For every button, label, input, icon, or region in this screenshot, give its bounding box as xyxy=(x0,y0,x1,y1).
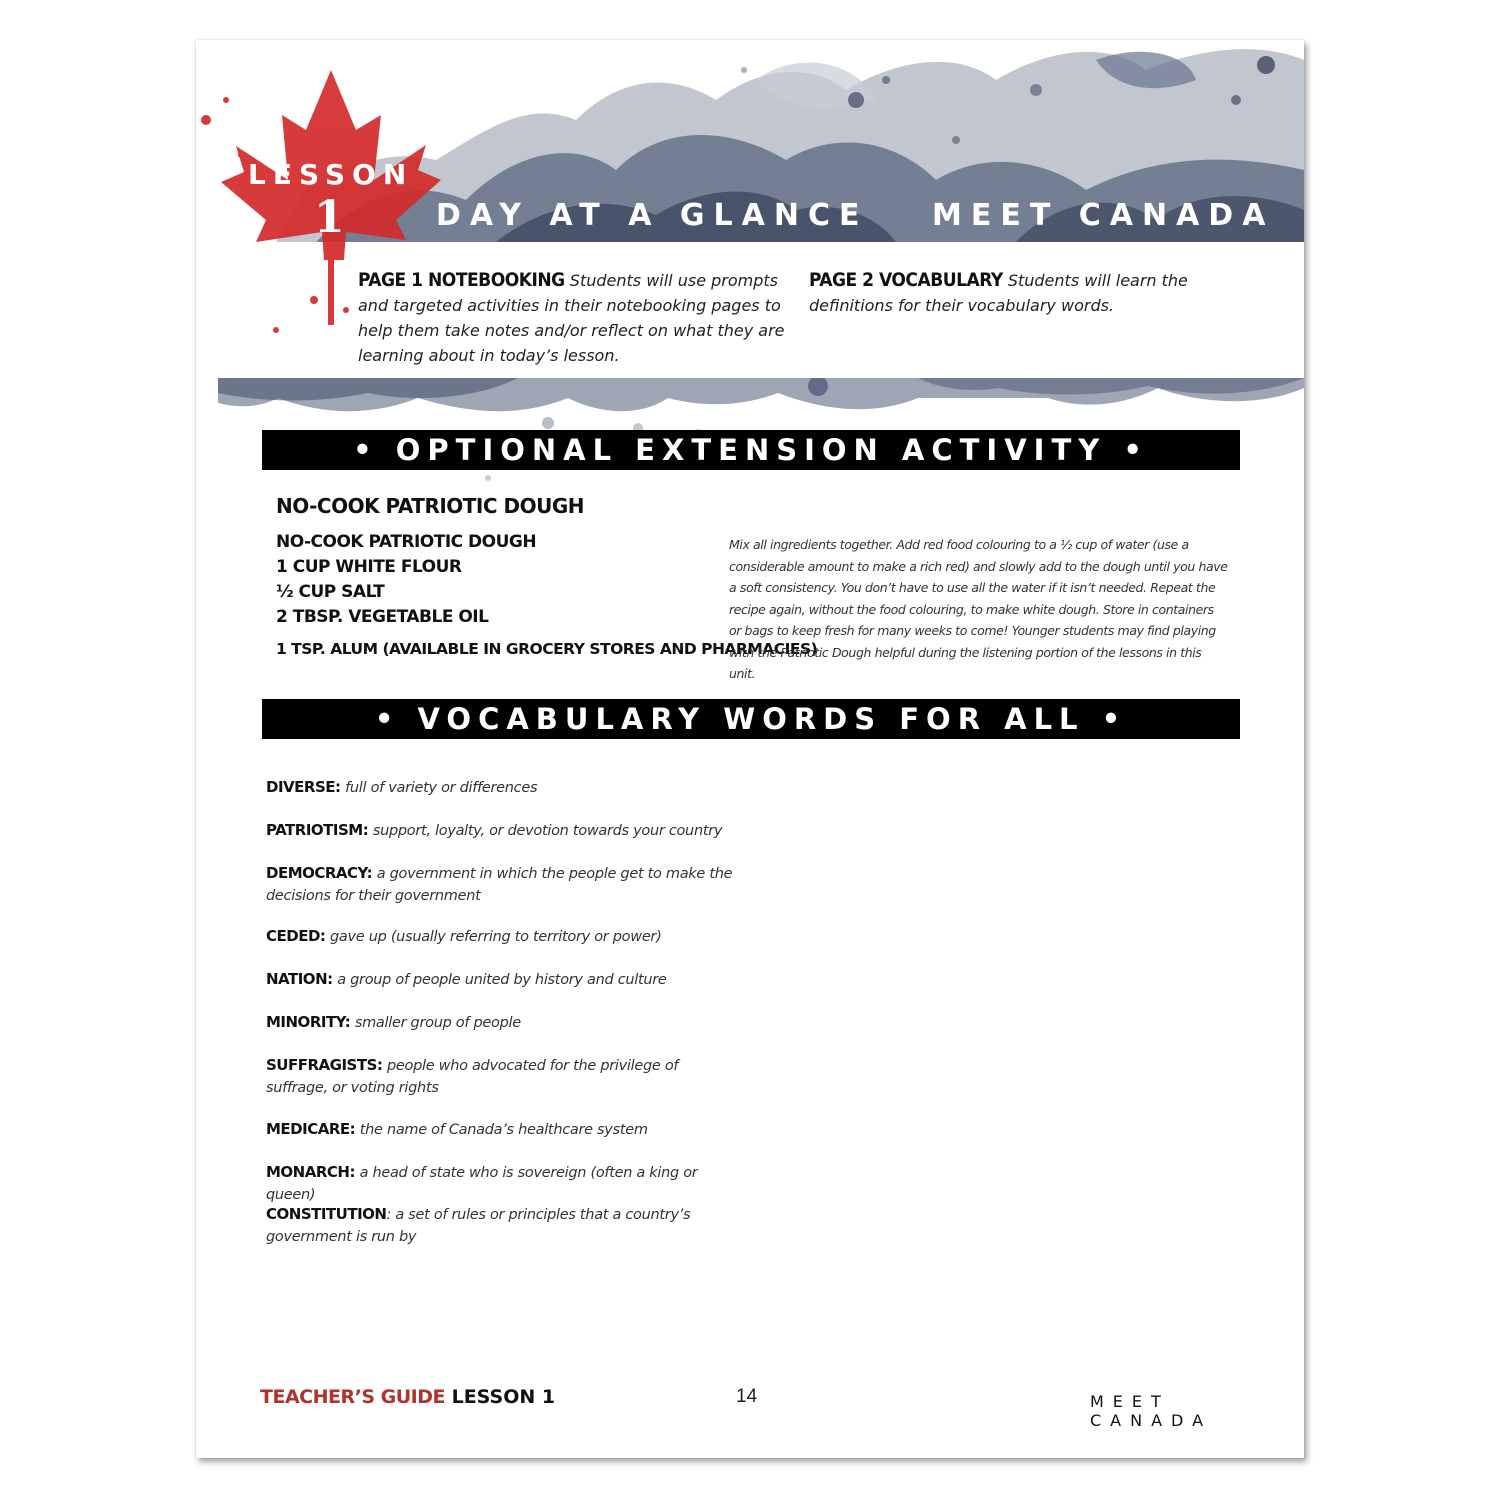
page-title: DAY AT A GLANCE xyxy=(436,198,869,233)
footer-lesson-label: LESSON 1 xyxy=(451,1386,556,1408)
vocab-term: MONARCH: xyxy=(266,1163,355,1181)
document-page xyxy=(196,40,1304,1458)
ingredient-item: 2 TBSP. VEGETABLE OIL xyxy=(276,607,489,627)
vocab-term: DIVERSE: xyxy=(266,778,341,796)
intro-vocabulary xyxy=(809,268,1239,318)
vocab-term: CEDED: xyxy=(266,927,326,945)
vocab-definition: a government in which the people get to make the decisions for their government xyxy=(266,866,733,904)
extension-heading: • OPTIONAL EXTENSION ACTIVITY • xyxy=(262,430,1240,470)
vocab-term: CONSTITUTION xyxy=(266,1205,387,1223)
teachers-guide-label: TEACHER’S GUIDE xyxy=(260,1386,445,1408)
vocab-entry xyxy=(266,1118,736,1141)
vocab-definition: : a set of rules or principles that a country’s government is run by xyxy=(266,1207,691,1245)
vocab-entry xyxy=(266,819,736,842)
course-title: MEET CANADA xyxy=(932,198,1275,233)
vocabulary-key: PAGE 2 VOCABULARY xyxy=(809,269,1003,291)
vocab-definition: a group of people united by history and culture xyxy=(337,972,667,988)
intro-notebooking xyxy=(358,268,793,368)
vocab-definition: smaller group of people xyxy=(354,1015,521,1031)
vocab-definition: a head of state who is sovereign (often a king or queen) xyxy=(266,1165,698,1203)
vocab-entry xyxy=(266,925,736,948)
vocab-definition: full of variety or differences xyxy=(345,780,538,796)
vocab-entry xyxy=(266,968,736,991)
vocab-definition: support, loyalty, or devotion towards your country xyxy=(372,823,723,839)
vocab-entry xyxy=(266,1054,736,1099)
vocab-term: MINORITY: xyxy=(266,1013,351,1031)
vocab-entry xyxy=(266,776,736,799)
vocab-term: SUFFRAGISTS: xyxy=(266,1056,383,1074)
notebooking-key: PAGE 1 NOTEBOOKING xyxy=(358,269,565,291)
vocab-term: PATRIOTISM: xyxy=(266,821,369,839)
vocab-term: DEMOCRACY: xyxy=(266,864,373,882)
lesson-number: 1 xyxy=(314,192,345,243)
vocab-term: MEDICARE: xyxy=(266,1120,356,1138)
lesson-label: LESSON xyxy=(248,158,414,191)
vocab-definition: gave up (usually referring to territory or power) xyxy=(330,929,662,945)
vocab-definition: the name of Canada’s healthcare system xyxy=(359,1122,648,1138)
vocabulary-text: Students will learn the definitions for their vocabulary words. xyxy=(809,271,1188,315)
vocab-entry xyxy=(266,1011,736,1034)
ingredient-item: 1 TSP. ALUM (AVAILABLE IN GROCERY STORES AND PHARMACIES) xyxy=(276,640,818,658)
vocab-entry xyxy=(266,862,736,907)
vocab-entry xyxy=(266,1161,736,1206)
vocab-definition: people who advocated for the privilege of suffrage, or voting rights xyxy=(266,1058,679,1096)
ingredient-item: NO-COOK PATRIOTIC DOUGH xyxy=(276,532,537,552)
vocabulary-heading: • VOCABULARY WORDS FOR ALL • xyxy=(262,699,1240,739)
notebooking-text: Students will use prompts and targeted activities in their notebooking pages to help them take notes and/or reflect on what they are learning about in today’s lesson. xyxy=(358,271,785,365)
page-number: 14 xyxy=(736,1386,758,1407)
ingredient-item: 1 CUP WHITE FLOUR xyxy=(276,557,462,577)
vocab-term: NATION: xyxy=(266,970,333,988)
footer-guide-label xyxy=(260,1386,555,1408)
ingredient-item: ½ CUP SALT xyxy=(276,582,385,602)
recipe-title: NO-COOK PATRIOTIC DOUGH xyxy=(276,494,585,518)
footer-course-title: MEET CANADA xyxy=(1090,1392,1213,1430)
recipe-method: Mix all ingredients together. Add red food colouring to a ½ cup of water (use a considerable amount to make a rich red) and slowly add to the dough until you have a soft consistency. You don’t have to use all the water if it isn’t needed. Repeat the recipe again, without the food colouring, to make white dough. Store in containers or bags to keep fresh for many weeks to come! Younger students may find playing with the Patriotic Dough helpful during the listening portion of the lessons in this unit. xyxy=(729,537,1228,681)
vocab-entry xyxy=(266,1203,736,1248)
